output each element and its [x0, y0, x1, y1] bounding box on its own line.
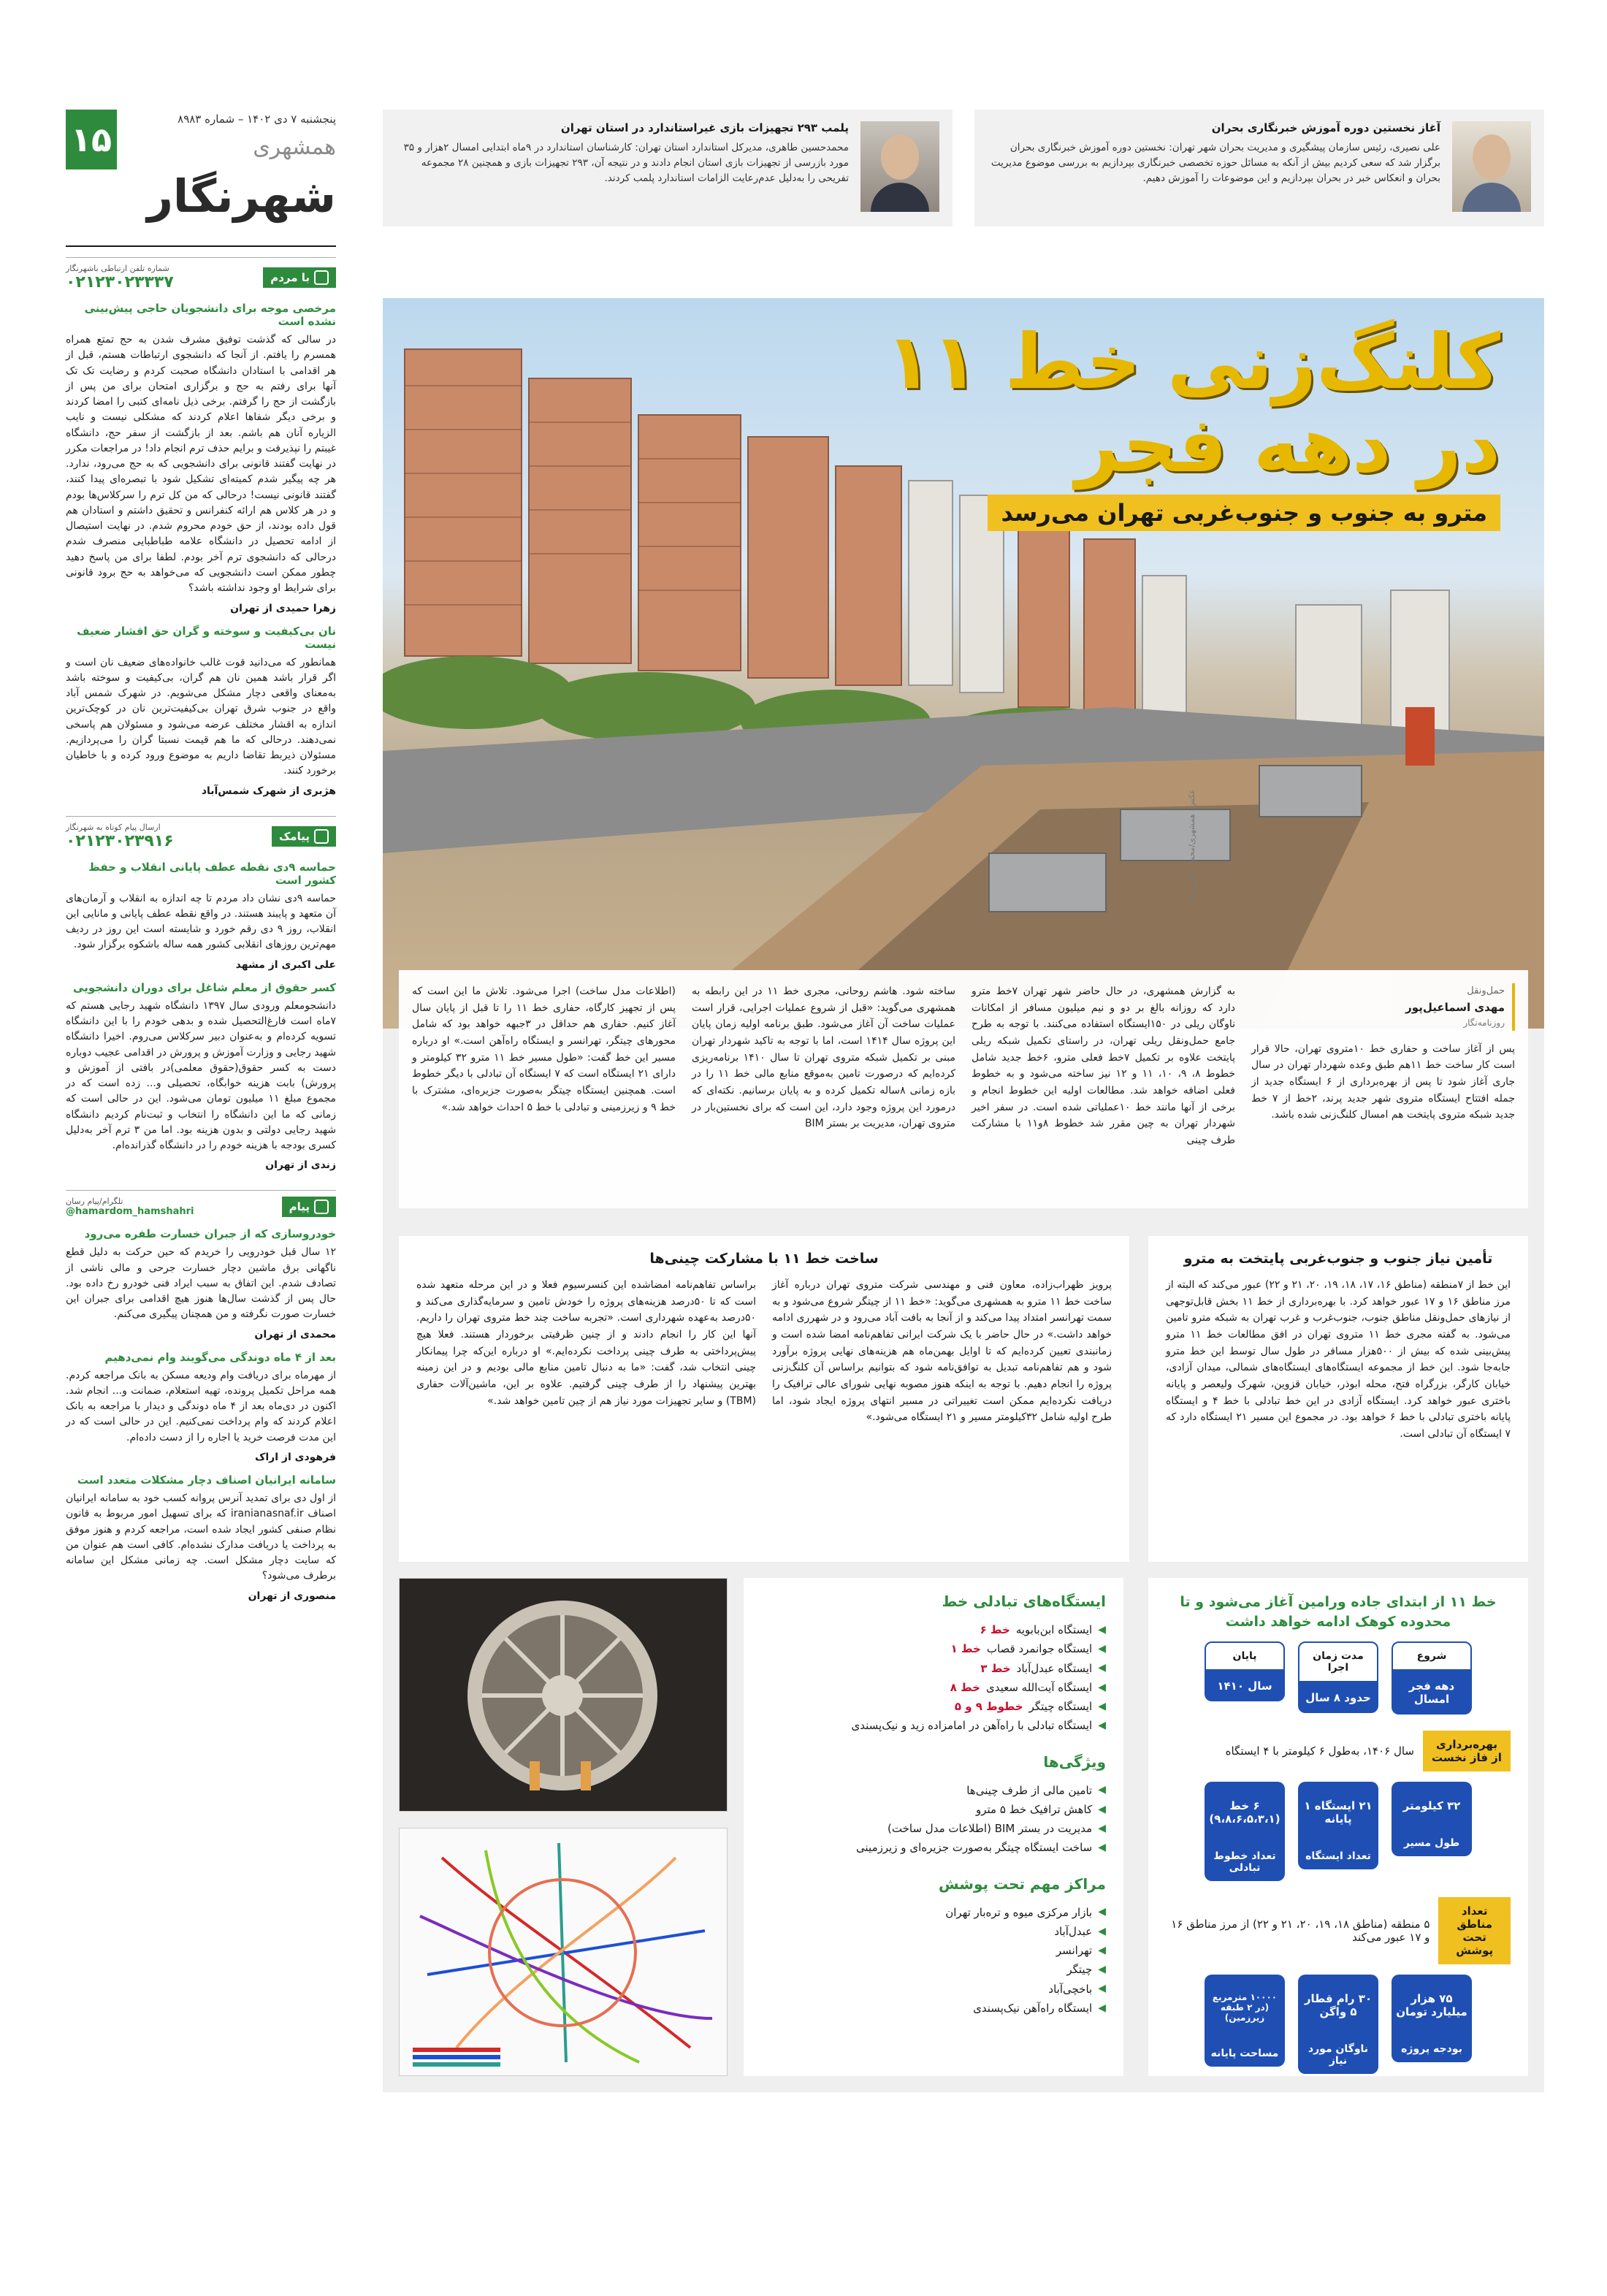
metro-network-illustration [399, 1828, 727, 2076]
byline-author: مهدی اسماعیل‌پور [1405, 1001, 1505, 1015]
intro-column: به گزارش همشهری، در حال حاضر شهر تهران ۷خط مترو دارد که روزانه بالغ بر دو و نیم میلیون مسافر از امکانات ناوگان ریلی در ۱۵۰ایستگاه استفاده می‌کنند. با توجه به طرح جامع حمل‌ونقل ریلی تهران، در راستای تکمیل شبکه ریلی پایتخت علاوه بر تکمیل ۷خط فعلی مترو، ۶خط جدید شامل خطوط ۸، ۹، ۱۰، ۱۱ و ۱۲ نیز ساخته می‌شود و به خطوط فعلی اضافه خواهد شد. مطالعات اولیه این خطوط انجام و برخی از آنها مانند خط ۱۰عملیاتی شده است. در سفر اخیر شهردار تهران به چین مقرر شد خطوط ۸و۱۱ با مشارکت طرف چینی [972, 985, 1235, 1147]
byline-role: روزنامه‌نگار [1463, 1018, 1505, 1029]
section-title: ساخت خط ۱۱ با مشارکت چینی‌ها [649, 1251, 879, 1267]
box-header [66, 257, 336, 291]
box-header [66, 816, 336, 850]
letter [66, 1227, 336, 1340]
arrow-icon: ◀ [1098, 1623, 1106, 1636]
tunnel-photo [399, 1578, 728, 1812]
letter [66, 981, 336, 1172]
list-item [761, 1620, 1106, 1639]
letter-title: مرخصی موجه برای دانشجویان حاجی پیش‌بینی نشده است [84, 302, 336, 328]
section-tag [272, 826, 336, 847]
headline-block [885, 317, 1500, 531]
item-text: ایستگاه راه‌آهن نیک‌پسندی [973, 2001, 1093, 2015]
budget-label: مساحت پایانه [1205, 2040, 1285, 2067]
intro-paragraph: پس از آغاز ساخت و حفاری خط ۱۰متروی تهران، حالا قرار است کار ساخت خط ۱۱هم طبق وعده شهردار تهران در سال جاری آغاز شود تا پس از بهره‌برداری از ۶ ایستگاه جدید از جمله افتتاح ایستگاه متروی شهر جدید پرند، ۲خط از ۷ خط جدید شبکه متروی پایتخت هم امسال کلنگ‌زنی شده باشد. [1251, 1042, 1516, 1121]
list-title: ویژگی‌ها [1043, 1752, 1106, 1771]
section-tag-label: پیام [289, 1200, 310, 1214]
headline-line-2: در دهه فجر [1075, 400, 1500, 490]
list-item [761, 1659, 1106, 1678]
page-number: ۱۵ [66, 110, 117, 169]
arrow-icon: ◀ [1098, 2002, 1106, 2014]
phase-tag: بهره‌برداری از فاز نخست [1423, 1731, 1511, 1771]
portrait-photo [860, 121, 939, 212]
card-label: مدت زمان اجرا [1298, 1641, 1378, 1682]
list-item [761, 1781, 1106, 1800]
phone-icon [314, 270, 329, 285]
list-item [761, 1922, 1106, 1941]
section-tag [263, 267, 336, 288]
section-body: این خط از ۷منطقه (مناطق ۱۶، ۱۷، ۱۸، ۱۹، ۲۰، ۲۱ و ۲۲) عبور می‌کند که البته از مرز مناطق ۱۶ و ۱۷ عبور خواهد کرد. با بهره‌برداری از خط ۱۱ بخش قابل‌توجهی از نیازهای حمل‌ونقل مناطق جنوب، جنوب‌غرب و غرب تهران به شبکه مترو تامین می‌شود. به گفته مجری خط ۱۱ متروی تهران در افق مطالعات خط ۱۱ مترو پیش‌بینی شده که بیش از ۵۰۰هزار مسافر در طول سال توسط این خط مترو جابه‌جا شود. این خط از مجموعه ایستگاه‌های ایستگاه‌های شمالی، میدان آزادی، خیابان کارگر، بزرگراه فتح، محله ابوذر، خیابان قزوین، شهرک ولیعصر و پایانه باختری عبور خواهد کرد. ایستگاه آزادی در این خط تبادلی با خط ۴ و ایستگاه پایانه باختری تبادلی با خط ۶ خواهد بود. در مجموع این مسیر ۲۱ ایستگاه دارد که ۷ ایستگاه آن تبادلی است. [1166, 1279, 1511, 1441]
letter-body: همانطور که می‌دانید قوت غالب خانواده‌های ضعیف نان است و اگر قرار باشد همین نان هم گران، بی‌کیفیت و سوخته باشد به‌معنای واقعی دچار مشکل می‌شویم. در شهرک شمس آباد واقع در جنوب شرق تهران بی‌کیفیت‌ترین نان در کوچک‌ترین اندازه به اقشار مختلف عرضه می‌شود و مسئولان هم پاسخی نمی‌دهند. درحالی که ما هم قیمت نسبتا گران را می‌پردازیم. مسئولان ذیربط تقاضا داریم به موضوع ورود کرده و با خاطیان برخورد کنند. [66, 656, 336, 777]
contact-phone [66, 823, 174, 850]
list-item [761, 1800, 1106, 1819]
letter-body: از مهرماه برای دریافت وام ودیعه مسکن به بانک مراجعه کردم. همه مراحل تکمیل پرونده، تهیه استعلام، ضمانت و... انجام شد. اکنون در دی‌ماه بعد از ۴ ماه دوندگی و دیدار با مراجعه به بانک اعلام کردند که وام پرداخت نمی‌کنیم. این در حالی است که در این مدت فرصت خرید یا اجاره را از دست داده‌ام. [66, 1369, 336, 1443]
letter-title: بعد از ۴ ماه دوندگی می‌گویند وام نمی‌دهیم [104, 1350, 336, 1364]
list-item [761, 1716, 1106, 1735]
budget-value: ۱۰۰۰۰ مترمربع (در ۲ طبقه زیرزمین) [1205, 1975, 1285, 2040]
feature-article [383, 298, 1544, 2092]
card-label: شروع [1392, 1641, 1472, 1671]
item-text: بازار مرکزی میوه و تره‌بار تهران [945, 1905, 1093, 1919]
news-brief [383, 110, 953, 226]
list-item [761, 1697, 1106, 1716]
stat-label: تعداد خطوط تبادلی [1205, 1843, 1285, 1881]
brief-title: پلمب ۲۹۳ تجهیزات بازی غیراستاندارد در استان تهران [560, 121, 849, 134]
intro-column: ساخته شود. هاشم روحانی، مجری خط ۱۱ در این رابطه به همشهری می‌گوید: «قبل از شروع عملیات اجرایی، قرار است عملیات ساخت آن آغاز می‌شود. طبق برنامه اولیه زمان پایان این پروژه سال ۱۴۱۴ است، اما با توجه به تاکید شهردار تهران مبنی بر تکمیل شبکه متروی تهران تا سال ۱۴۱۰ برنامه‌ریزی کرده‌ایم که درصورت تامین به‌موقع منابع مالی خط ۱۱ را در بازه زمانی ۸ساله تکمیل کرده و به پایان برسانیم. نکته‌ای که درمورد این پروژه وجود دارد، این است که برای نخستین‌بار در متروی تهران، مدیریت بر بستر BIM [692, 985, 956, 1130]
zones-text: ۵ منطقه (مناطق ۱۸، ۱۹، ۲۰، ۲۱ و ۲۲) از مرز مناطق ۱۶ و ۱۷ عبور می‌کند [1171, 1918, 1430, 1945]
letter [66, 302, 336, 614]
payamak-box [66, 816, 336, 1172]
phone-caption: ارسال پیام کوتاه به شهرنگار [66, 822, 161, 832]
payam-box [66, 1190, 336, 1601]
paper-name-logo: شهرنگار [147, 169, 336, 223]
item-text: عبدل‌آباد [1054, 1924, 1093, 1938]
stat-value: ۳۲ کیلومتر [1392, 1782, 1472, 1830]
coverage-list [761, 1903, 1106, 2018]
letter-signature: زهرا حمیدی از تهران [230, 602, 336, 614]
brief-text [396, 121, 849, 186]
letter-body: ۱۲ سال قبل خودرویی را خریدم که حین حرکت به دلیل قطع ناگهانی برق ماشین دچار خسارت جرحی و مالی ناشی از تصادف شدم. این اتفاق به سبب ایراد فنی خودرو رخ داده بود. حال پس از گذشت سال‌ها هنوز هیچ اقدامی برای جبران این خسارت صورت نگرفته و من همچنان پیگیری می‌کنم. [66, 1246, 336, 1321]
photo-credit: عکس: همشهری/محمد عباسی‌نژاد [1187, 789, 1196, 904]
budget-card [1298, 1975, 1378, 2074]
letter-body: دانشجومعلم ورودی سال ۱۳۹۷ دانشگاه شهید رجایی هستم که ۷ماه است فارغ‌التحصیل شده و بدهی خودم را با این دانشگاه تسویه کرده‌ام و به‌عنوان دبیر سرکلاس می‌روم. اخیرا دانشگاه شهید رجایی و وزارت آموزش و پرورش در اقدامی عجیب دوباره دست به کسر حقوق(حقوق معلمی)در بافتی از آموزش و پرورش) بابت هزینه خوابگاه، تحصیلی و... زده است که در مجموع مبلغ ۱۱ میلیون تومان می‌شود. این در حالی است که زمانی که ما این دانشگاه را انتخاب و ثبت‌نام کردیم دانشگاه شهید رجایی دولتی و بدون هزینه بود. اما من ۳ ترم آخر به‌دلیل کسری بودجه با هزینه خودم را در دانشگاه گذرانده‌ام. [66, 999, 337, 1152]
messenger-handle: @hamardom_hamshahri [66, 1206, 194, 1218]
brief-text [988, 121, 1440, 186]
phone-caption: شماره تلفن ارتباطی باشهرنگار [66, 264, 169, 273]
arrow-icon: ◀ [1098, 1643, 1106, 1655]
letter-title: کسر حقوق از معلم شاغل برای دوران دانشجویی [73, 980, 336, 994]
contact-handle [66, 1197, 194, 1217]
arrow-icon: ◀ [1098, 1944, 1106, 1956]
letter-signature: هژبری از شهرک شمس‌آباد [201, 785, 336, 797]
section-column: پرویز ظهراب‌زاده، معاون فنی و مهندسی شرکت متروی تهران درباره آغاز ساخت خط ۱۱ مترو به همشهری می‌گوید: «خط ۱۱ از چیتگر شروع می‌شود و به سمت تهرانسر امتداد پیدا می‌کند و از آنجا به بافت آباد می‌رود و در شهرری ادامه خواهد داشت.» در حال حاضر با یک شرکت ایرانی تفاهم‌نامه امضا شده است و زمانبندی تعیین کرده‌ایم که تا اوایل بهمن‌ماه هم هزینه‌های نهایی پروژه برآورد شود و هم تفاهم‌نامه تبدیل به توافق‌نامه شود که بتوانیم براساس آن کلنگ‌زنی پروژه را انجام دهیم. با توجه به اینکه هنوز مصوبه نهایی شورای عالی ترافیک را دریافت نکرده‌ایم ممکن است تغییراتی در مسیر انتهای پروژه ایجاد شود، اما طرح اولیه شامل ۳۲کیلومتر مسیر و ۲۱ ایستگاه می‌شود.» [772, 1279, 1112, 1424]
item-text: چیتگر [1066, 1963, 1093, 1977]
letter-body: از اول دی برای تمدید آنرس پروانه کسب خود به سامانه ایرانیان اصناف iranianasnaf.ir که برای تسهیل امور مربوط به قانون نظام صنفی کشور ایجاد شده است، مراجعه کردم و هنوز موفق به پرداخت یا دریافت مدارک نشده‌ام. کافی است هم عنوان من که سایت دچار مشکل است. چه زمانی مشکل این سامانه برطرف می‌شود؟ [66, 1492, 336, 1582]
arrow-icon: ◀ [1098, 1803, 1106, 1815]
arrow-icon: ◀ [1098, 1700, 1106, 1712]
letter-title: نان بی‌کیفیت و سوخته و گران حق اقشار ضعیف نیست [77, 624, 336, 651]
masthead [66, 110, 336, 241]
item-line: خط ۶ [980, 1623, 1010, 1636]
timeline-card [1392, 1641, 1472, 1715]
item-text: ایستگاه عبدل‌آباد [1016, 1661, 1093, 1675]
item-text: ایستگاه تبادلی با راه‌آهن در امامزاده زید و نیک‌پسندی [851, 1719, 1093, 1733]
arrow-icon: ◀ [1098, 1964, 1106, 1976]
budget-value: ۳۰ رام قطار ۵ واگن [1298, 1975, 1378, 2036]
stat-cards [1166, 1782, 1511, 1881]
phase-text: سال ۱۴۰۶، به‌طول ۶ کیلومتر با ۴ ایستگاه [1225, 1744, 1414, 1758]
byline [1251, 983, 1515, 1031]
phase-strip [1166, 1731, 1511, 1771]
phone-number: ۰۲۱۲۳۰۲۳۹۱۶ [66, 831, 174, 850]
list-item [761, 1941, 1106, 1960]
stat-value: ۲۱ ایستگاه ۱ پایانه [1298, 1782, 1378, 1843]
item-text: تامین مالی از طرف چینی‌ها [966, 1783, 1093, 1797]
arrow-icon: ◀ [1098, 1681, 1106, 1693]
letter-signature: منصوری از تهران [248, 1590, 336, 1602]
letter-title: سامانه ایرانیان اصناف دچار مشکلات متعدد است [77, 1473, 336, 1487]
timeline-cards [1166, 1641, 1511, 1715]
section-tag-label: با مردم [270, 271, 310, 284]
card-label: پایان [1205, 1641, 1285, 1671]
box-header [66, 1190, 336, 1217]
lists-panel [744, 1578, 1123, 2076]
sms-icon [314, 829, 329, 844]
south-section [1148, 1236, 1528, 1562]
arrow-icon: ◀ [1098, 1720, 1106, 1732]
brief-body: محمدحسین طاهری، مدیرکل استاندارد استان تهران: کارشناسان استاندارد در ۹ماه ابتدایی امسال ۲هزار و ۳۵ مورد بازرسی از تجهیزات بازی استان انجام دادند و در نتیجه آن، ۲۹۳ تجهیزات بازی و همچنین ۲۸ مجموعه تفریحی را به‌دلیل عدم‌رعایت الزامات استاندارد پلمب کردند. [403, 142, 849, 184]
arrow-icon: ◀ [1098, 1784, 1106, 1796]
stat-value: ۶ خط (۹،۸،۶،۵،۳،۱) [1205, 1782, 1285, 1843]
supplement-name: همشهری [253, 134, 336, 160]
item-text: مدیریت در بستر BIM (اطلاعات مدل ساخت) [888, 1822, 1093, 1835]
item-line: خط ۸ [950, 1680, 980, 1694]
arrow-icon: ◀ [1098, 1822, 1106, 1834]
stat-card [1392, 1782, 1472, 1881]
news-brief [974, 110, 1544, 226]
list-item [761, 1819, 1106, 1838]
list-item [761, 1960, 1106, 1979]
letter-title: حماسه ۹دی نقطه عطف پایانی انقلاب و حفظ کشور است [88, 860, 336, 887]
item-line: خطوط ۹ و ۵ [954, 1700, 1023, 1713]
item-line: خط ۱ [950, 1642, 981, 1656]
letter [66, 861, 336, 971]
brief-body: علی نصیری، رئیس سازمان پیشگیری و مدیریت بحران شهر تهران: نخستین دوره آموزش خبرنگاری بحران برگزار شد که سعی کردیم بیش از آنکه به مسائل حوزه تخصصی خبرنگاری بپردازیم به بررسی موضوع مدیریت بحران و انعکاس خبر در بحران بپردازیم و این موضوعات را آموزش دهیم. [990, 142, 1440, 184]
item-text: ایستگاه جوانمرد قصاب [986, 1642, 1093, 1656]
item-line: خط ۳ [980, 1661, 1011, 1675]
list-title: ایستگاه‌های تبادلی خط [942, 1593, 1106, 1610]
letter-signature: زندی از تهران [265, 1159, 336, 1172]
contact-phone [66, 264, 174, 291]
section-column: براساس تفاهم‌نامه امضاشده این کنسرسیوم فعلا و در این مرحله متعهد شده است که تا ۵۰درصد هزینه‌های پروژه را خودش تامین و سرمایه‌گذاری می‌کند و ۵۰درصد به‌عهده شهرداری است. «تجربه ساخت چند خط متروی تهران را داریم. آنها این کار را انجام دادند و از چنین ظرفیتی برخوردار هستند. فعلا هیچ پیش‌پرداختی به طرف چینی پرداخت نکرده‌ایم.» او درباره این‌که چرا پیمانکار چینی انتخاب شد، گفت: «ما به دنبال تامین منابع مالی بودیم و در این زمینه بهترین پیشنهاد را از طرف چینی گرفتیم. علاوه بر این، ماشین‌آلات حفاری (TBM) و سایر تجهیزات مورد نیاز هم از چین تامین خواهد شد.» [416, 1279, 756, 1407]
budget-card [1392, 1975, 1472, 2074]
stat-label: تعداد ایستگاه [1298, 1843, 1378, 1869]
letter [66, 1473, 336, 1602]
date-line: پنجشنبه ۷ دی ۱۴۰۲ – شماره ۸۹۸۳ [178, 112, 336, 126]
sidebar [66, 110, 336, 2265]
letter-signature: علی اکبری از مشهد [235, 958, 336, 971]
list-item [761, 1678, 1106, 1697]
divider [66, 245, 336, 247]
section-tag-label: پیامک [278, 829, 310, 843]
budget-label: ناوگان مورد نیاز [1298, 2036, 1378, 2074]
card-value: حدود ۸ سال [1298, 1682, 1378, 1713]
timeline-card [1298, 1641, 1378, 1715]
intro-column [1251, 983, 1515, 1195]
list-item [761, 1838, 1106, 1857]
letter [66, 1351, 336, 1463]
hero-photo [383, 298, 1544, 1029]
infographic-panel [1148, 1578, 1528, 2076]
tbm-illustration [399, 1579, 727, 1812]
infographic-title: خط ۱۱ از ابتدای جاده ورامین آغاز می‌شود و تا محدوده کوهک ادامه خواهد داشت [1180, 1594, 1497, 1630]
at-sign-icon [314, 1200, 329, 1214]
subheadline: مترو به جنوب و جنوب‌غربی تهران می‌رسد [988, 495, 1500, 531]
item-text: کاهش ترافیک خط ۵ مترو [975, 1802, 1093, 1816]
card-value: سال ۱۴۱۰ [1205, 1671, 1285, 1701]
arrow-icon: ◀ [1098, 1925, 1106, 1937]
portrait-photo [1452, 121, 1531, 212]
ba-mardom-box [66, 257, 336, 797]
item-text: ایستگاه ابن‌بابویه [1015, 1623, 1093, 1636]
brief-title: آغاز نخستین دوره آموزش خبرنگاری بحران [1211, 121, 1440, 134]
handle-caption: تلگرام/پیام رسان [66, 1197, 123, 1207]
list-item [761, 1980, 1106, 1999]
intro-column: (اطلاعات مدل ساخت) اجرا می‌شود. تلاش ما این است که پس از تجهیز کارگاه، حفاری خط ۱۱ را تا قبل از پایان سال آغاز کنیم. حفاری هم حداقل در ۳جبهه خواهد بود که شامل محورهای چیتگر، تهرانسر و ایستگاه راه‌آهن است.» او درباره مسیر این خط گفت: «طول مسیر خط ۱۱ مترو ۳۲ کیلومتر و دارای ۲۱ ایستگاه است که ۷ ایستگاه آن تبادلی با دیگر خطوط است. همچنین ایستگاه چیتگر به‌صورت جزیره‌ای، مشترک با خط ۹ و زیرزمینی و تبادلی با خط ۵ احداث خواهد شد.» [412, 985, 676, 1113]
arrow-icon: ◀ [1098, 1662, 1106, 1674]
stat-card [1298, 1782, 1378, 1881]
stat-card [1205, 1782, 1285, 1881]
budget-card [1205, 1975, 1285, 2074]
list-item [761, 1903, 1106, 1922]
phone-number: ۰۲۱۲۳۰۲۳۳۳۷ [66, 273, 174, 291]
top-news-strip [383, 110, 1544, 226]
list-item [761, 1639, 1106, 1658]
budget-cards [1166, 1975, 1511, 2074]
arrow-icon: ◀ [1098, 1906, 1106, 1918]
item-text: باخچی‌آباد [1048, 1982, 1093, 1996]
byline-section: حمل‌ونقل [1467, 985, 1505, 996]
zones-strip [1166, 1897, 1511, 1964]
card-value: دهه فجر امسال [1392, 1671, 1472, 1715]
list-item [761, 1999, 1106, 2018]
timeline-card [1205, 1641, 1285, 1715]
item-text: ایستگاه چیتگر [1028, 1700, 1093, 1713]
item-text: تهرانسر [1056, 1944, 1093, 1957]
letter-body: در سالی که گذشت توفیق مشرف شدن به حج تمتع همراه همسرم را یافتم. از آنجا که دانشجوی ارتباطات هستم، قبل از هر اقدامی با استادان دانشگاه صحبت کردم و رضایت تک تک آنها برای رفتم به حج و برگزاری امتحان برای من پس از بازگشت از حج را گرفتم. برخی ذیل نامه‌ای کتبی را امضا کردند و برخی دیگر شفاها اعلام کردند که مشکلی نیست و نایب الزیاره آنان هم باشم. بعد از بازگشت از سفر حج، دانشگاه غیبتم را نپذیرفت و برایم حذف ترم انجام داد! در مراجعات مکرر در نهایت گفتند قانونی برای دانشجویی که به حج می‌رود، ندارد. هر چه پیگیر شدم کمیته‌ای تشکیل شود با تبصره‌ای پیدا کنند، گفتند قانونی نیست! درحالی که من کل ترم را سرکلاس‌ها بودم و در هر کلاس هم ارائه کنفرانس و تحقیق داشتم و استادان هم قول داده بودند، از حق خودم محروم شدم. در نهایت استیصال از ادامه تحصیل در دانشگاه علامه طباطبایی منصرف شدم درحالی که دانشجوی ترم آخر بودم. لطفا برای من پاسخ دهید چطور ممکن است دانشجویی که می‌خواهد به حج برود قانونی برای شرایط او وجود نداشته باشد؟ [66, 334, 336, 595]
chinese-section [399, 1236, 1129, 1562]
section-title: تأمین نیاز جنوب و جنوب‌غربی پایتخت به مترو [1183, 1251, 1493, 1267]
letter-signature: فرهودی از اراک [255, 1452, 336, 1464]
arrow-icon: ◀ [1098, 1983, 1106, 1995]
item-text: ساخت ایستگاه چیتگر به‌صورت جزیره‌ای و زیرزمینی [856, 1841, 1093, 1855]
letter-body: حماسه ۹دی نشان داد مردم تا چه اندازه به انقلاب و آرمان‌های آن متعهد و پایبند هستند. در واقع نقطه عطف پایانی و مانایی این انقلاب، روز ۹ دی رقم خورد و شایسته است این روز در ردیف مهم‌ترین روزهای انقلابی کشور همه ساله باشکوه برگزار شود. [66, 892, 336, 951]
letter-title: خودروسازی که از جبران خسارت طفره می‌رود [84, 1227, 336, 1241]
metro-map [399, 1828, 728, 2076]
item-text: ایستگاه آیت‌الله سعیدی [985, 1680, 1093, 1694]
headline-line-1: کلنگ‌زنی خط ۱۱ [885, 317, 1500, 406]
intro-columns [399, 970, 1528, 1208]
letter-signature: محمدی از تهران [254, 1328, 336, 1340]
interchange-list [761, 1620, 1106, 1736]
budget-value: ۷۵ هزار میلیارد تومان [1392, 1975, 1472, 2036]
letter [66, 625, 336, 797]
list-title: مراکز مهم تحت پوشش [939, 1874, 1106, 1893]
zones-tag: تعداد مناطق تحت پوشش [1438, 1897, 1511, 1964]
budget-label: بودجه پروژه [1392, 2036, 1472, 2062]
section-tag [282, 1197, 336, 1217]
stat-label: طول مسیر [1392, 1830, 1472, 1856]
arrow-icon: ◀ [1098, 1842, 1106, 1854]
features-list [761, 1781, 1106, 1858]
